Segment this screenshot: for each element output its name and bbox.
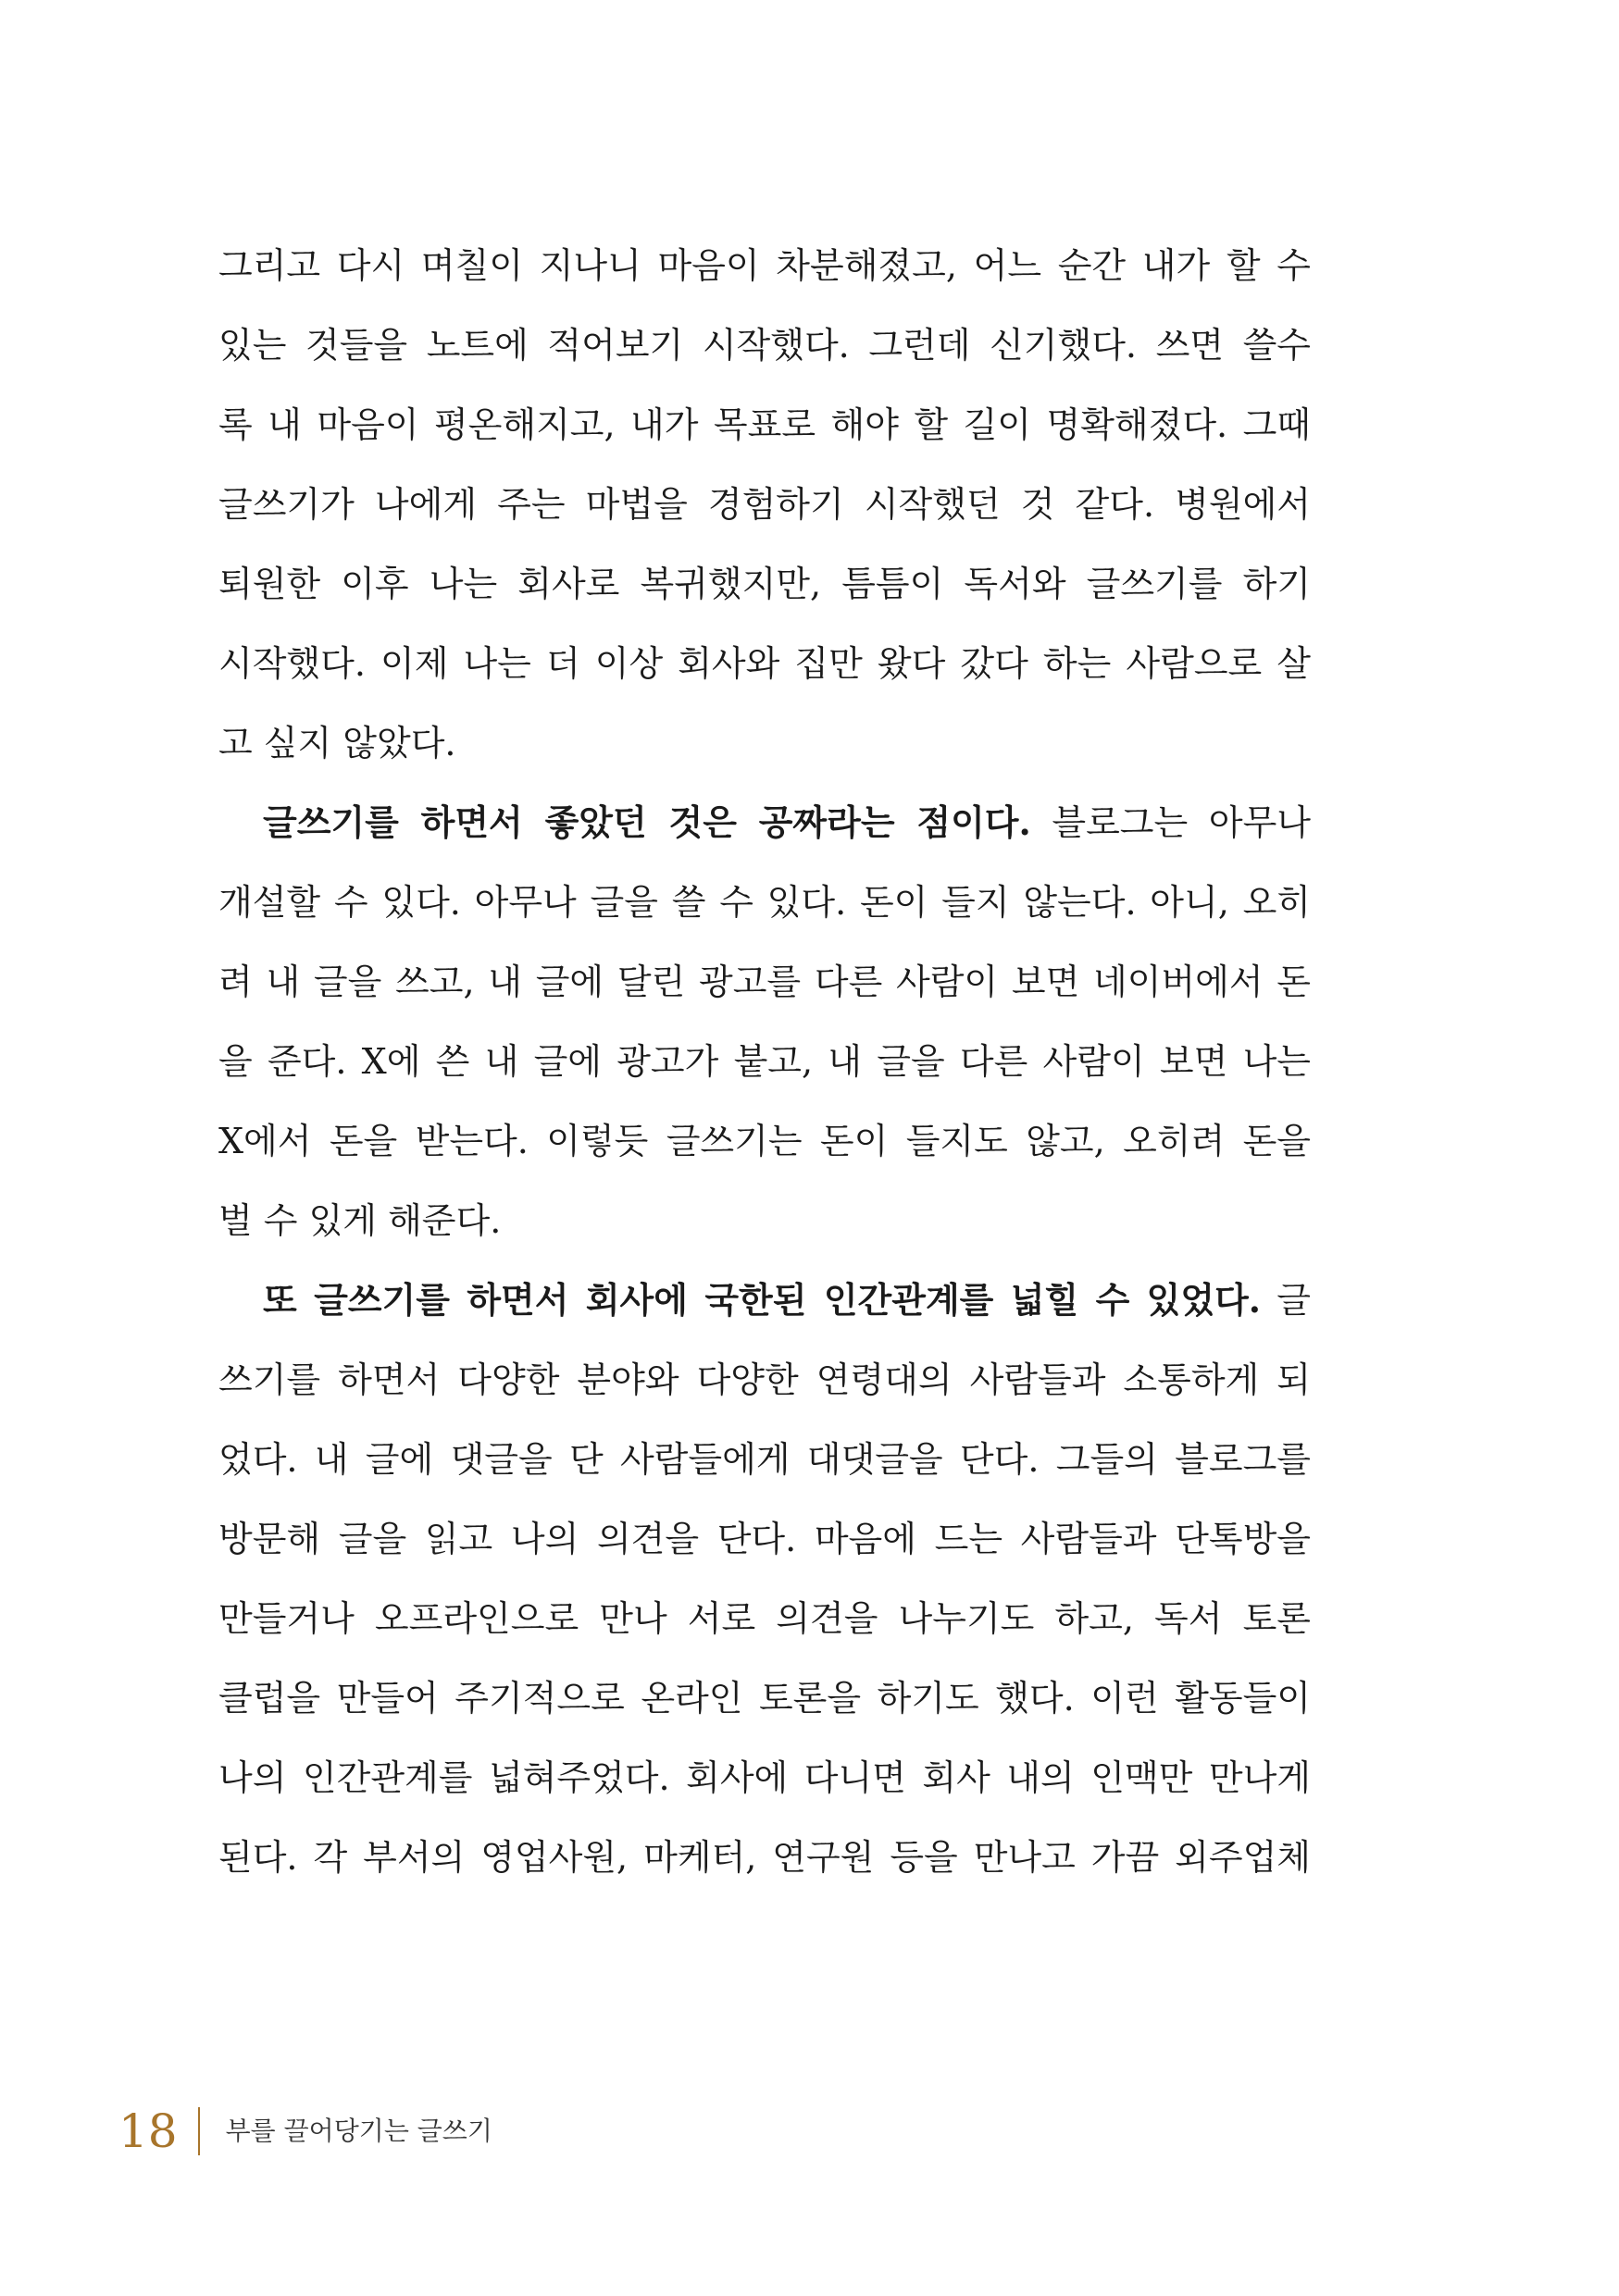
paragraph-3-line: 쓰기를 하면서 다양한 분야와 다양한 연령대의 사람들과 소통하게 되 (218, 1359, 1311, 1400)
page-number: 18 (118, 2104, 178, 2158)
paragraph-1-line: 퇴원한 이후 나는 회사로 복귀했지만, 틈틈이 독서와 글쓰기를 하기 (218, 564, 1311, 604)
paragraph-2-line: 개설할 수 있다. 아무나 글을 쓸 수 있다. 돈이 들지 않는다. 아니, 오히 (218, 882, 1311, 923)
paragraph-1-line: 록 내 마음이 평온해지고, 내가 목표로 해야 할 길이 명확해졌다. 그때 (218, 404, 1311, 445)
paragraph-3-line: 나의 인간관계를 넓혀주었다. 회사에 다니면 회사 내의 인맥만 만나게 (218, 1757, 1311, 1798)
paragraph-2-bold-lead: 글쓰기를 하면서 좋았던 것은 공짜라는 점이다. (263, 801, 1031, 843)
paragraph-1-line: 시작했다. 이제 나는 더 이상 회사와 집만 왔다 갔다 하는 사람으로 살 (218, 643, 1311, 684)
paragraph-3-bold-lead: 또 글쓰기를 하면서 회사에 국한된 인간관계를 넓힐 수 있었다. (263, 1279, 1262, 1321)
paragraph-3-first-line (218, 1260, 1311, 1340)
page-footer (118, 2099, 492, 2164)
paragraph-2-line: 을 준다. X에 쓴 내 글에 광고가 붙고, 내 글을 다른 사람이 보면 나는 (218, 1041, 1311, 1082)
paragraph-2-first-line (218, 783, 1311, 863)
body-text (218, 226, 1311, 1897)
paragraph-2-first-line-rest: 블로그는 아무나 (1030, 802, 1311, 843)
paragraph-2-line: 벌 수 있게 해준다. (218, 1200, 502, 1241)
paragraph-3-line: 클럽을 만들어 주기적으로 온라인 토론을 하기도 했다. 이런 활동들이 (218, 1678, 1311, 1719)
book-title: 부를 끌어당기는 글쓰기 (225, 2116, 492, 2146)
paragraph-1-line: 글쓰기가 나에게 주는 마법을 경험하기 시작했던 것 같다. 병원에서 (218, 484, 1311, 525)
paragraph-3-first-line-rest: 글 (1261, 1280, 1311, 1321)
paragraph-2-line: X에서 돈을 받는다. 이렇듯 글쓰기는 돈이 들지도 않고, 오히려 돈을 (218, 1121, 1311, 1161)
paragraph-1-line: 그리고 다시 며칠이 지나니 마음이 차분해졌고, 어느 순간 내가 할 수 (218, 245, 1311, 286)
paragraph-2-line: 려 내 글을 쓰고, 내 글에 달린 광고를 다른 사람이 보면 네이버에서 돈 (218, 962, 1311, 1002)
paragraph-3-line: 었다. 내 글에 댓글을 단 사람들에게 대댓글을 단다. 그들의 블로그를 (218, 1439, 1311, 1480)
paragraph-1-line: 있는 것들을 노트에 적어보기 시작했다. 그런데 신기했다. 쓰면 쓸수 (218, 325, 1311, 366)
paragraph-3-line: 된다. 각 부서의 영업사원, 마케터, 연구원 등을 만나고 가끔 외주업체 (218, 1837, 1311, 1878)
paragraph-3-line: 방문해 글을 읽고 나의 의견을 단다. 마음에 드는 사람들과 단톡방을 (218, 1519, 1311, 1559)
footer-divider (198, 2107, 200, 2155)
paragraph-3-line: 만들거나 오프라인으로 만나 서로 의견을 나누기도 하고, 독서 토론 (218, 1598, 1311, 1639)
paragraph-1-line: 고 싶지 않았다. (218, 723, 456, 763)
